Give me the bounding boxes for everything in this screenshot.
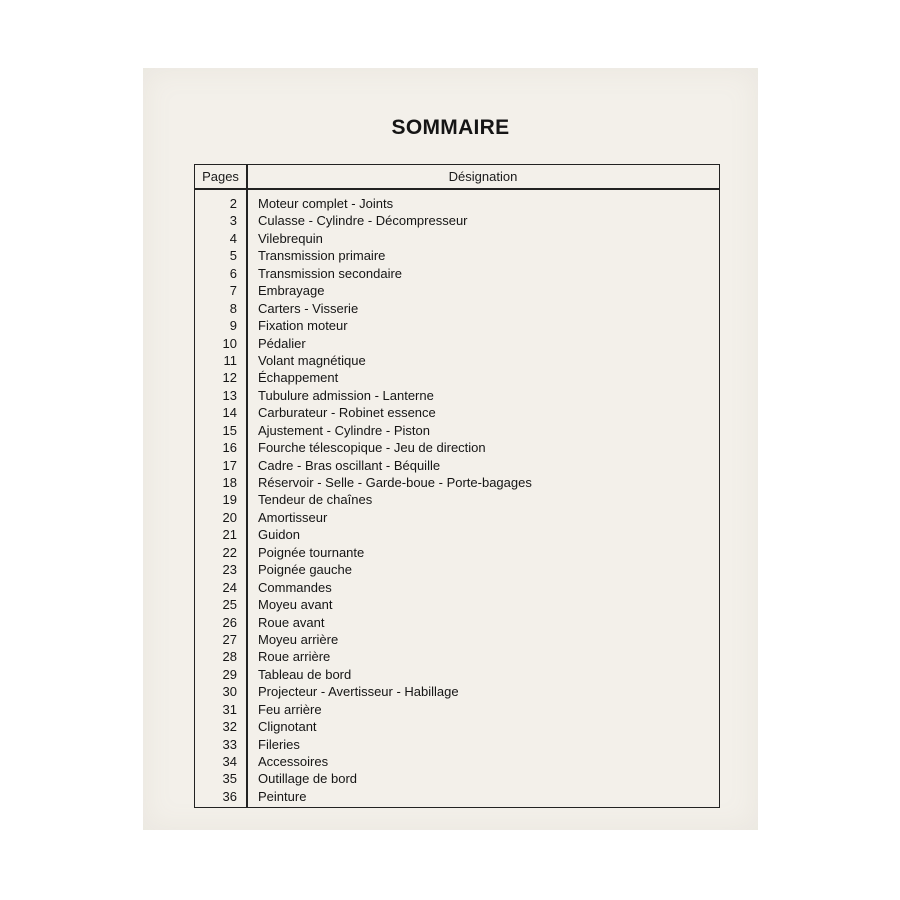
table-row [195,195,719,212]
table-row [195,369,719,386]
page-number: 29 [222,666,237,682]
designation: Transmission primaire [258,248,386,264]
table-row [195,212,719,229]
designation: Poignée gauche [258,562,352,578]
page-number: 13 [222,387,237,403]
page-number: 21 [222,527,237,543]
table-row [195,666,719,683]
designation: Vilebrequin [258,230,323,246]
page-number: 10 [222,335,237,351]
page-number: 4 [229,230,237,246]
designation: Ajustement - Cylindre - Piston [258,422,430,438]
table-row [195,614,719,631]
page-number: 25 [222,597,237,613]
designation: Guidon [258,527,300,543]
header-pages: Pages [202,169,239,184]
page-number: 31 [222,701,237,717]
designation: Fileries [258,736,300,752]
designation: Fourche télescopique - Jeu de direction [258,440,486,456]
table-row [195,736,719,753]
designation: Tableau de bord [258,666,352,682]
page-number: 19 [222,492,237,508]
header-designation: Désignation [448,169,518,184]
table-row [195,265,719,282]
table-body [195,195,719,805]
page-number: 6 [229,265,237,281]
page-number: 15 [222,422,237,438]
table-row [195,247,719,264]
designation: Volant magnétique [258,352,366,368]
table-row [195,457,719,474]
page-number: 5 [229,248,237,264]
page-number: 2 [229,196,237,211]
page-number: 26 [222,614,237,630]
table-row [195,561,719,578]
document-page [143,68,758,830]
page-number: 30 [222,684,237,700]
page-number: 33 [222,736,237,752]
page-number: 34 [222,754,237,769]
table-row [195,753,719,770]
page-number: 9 [229,318,237,334]
page-number: 20 [222,509,237,525]
page-number: 36 [222,788,237,804]
designation: Roue avant [258,614,325,630]
table-row [195,509,719,526]
designation: Tendeur de chaînes [258,492,373,508]
table-row [195,300,719,317]
table-row [195,352,719,369]
designation: Fixation moteur [258,318,348,334]
designation: Poignée tournante [258,544,365,560]
table-row [195,404,719,421]
page-number: 23 [222,562,237,578]
table-row [195,491,719,508]
table-row [195,422,719,439]
page-number: 12 [222,370,237,386]
table-row [195,788,719,805]
page-number: 11 [223,352,237,368]
designation: Pédalier [258,335,306,351]
designation: Feu arrière [258,701,322,717]
table-row [195,439,719,456]
page-number: 16 [222,440,237,456]
page-number: 28 [222,649,237,665]
designation: Transmission secondaire [258,265,403,281]
table-row [195,718,719,735]
table-row [195,474,719,491]
designation: Réservoir - Selle - Garde-boue - Porte-bagages [258,475,532,490]
designation: Cadre - Bras oscillant - Béquille [258,457,441,473]
table-row [195,526,719,543]
contents-table [194,164,720,808]
designation: Peinture [258,788,307,804]
designation: Carters - Visserie [258,300,359,316]
designation: Tubulure admission - Lanterne [258,387,434,403]
page-number: 27 [222,631,237,647]
table-row [195,335,719,352]
designation: Accessoires [258,754,329,769]
table-row [195,701,719,718]
page-number: 32 [222,719,237,735]
table-row [195,770,719,787]
table-row [195,317,719,334]
designation: Carburateur - Robinet essence [258,405,436,421]
page-number: 7 [229,283,237,299]
page-number: 22 [222,544,237,560]
page-number: 24 [222,579,237,595]
page-number: 3 [229,213,237,229]
table-row [195,648,719,665]
page-number: 14 [222,405,237,421]
page-title: SOMMAIRE [391,116,510,139]
table-row [195,579,719,596]
designation: Culasse - Cylindre - Décompresseur [258,213,468,229]
page-number: 17 [222,457,237,473]
designation: Moyeu arrière [258,631,339,647]
header-divider [195,188,719,190]
page-number: 18 [222,475,237,490]
designation: Moyeu avant [258,597,333,613]
page-number: 8 [229,300,237,316]
table-row [195,230,719,247]
designation: Roue arrière [258,649,331,665]
table-row [195,387,719,404]
table-row [195,631,719,648]
table-row [195,596,719,613]
designation: Projecteur - Avertisseur - Habillage [258,684,459,700]
designation: Moteur complet - Joints [258,196,394,211]
designation: Commandes [258,579,332,595]
designation: Échappement [258,370,339,386]
designation: Outillage de bord [258,771,358,787]
table-row [195,683,719,700]
designation: Clignotant [258,719,317,735]
table-row [195,544,719,561]
page-number: 35 [222,771,237,787]
designation: Amortisseur [258,509,328,525]
designation: Embrayage [258,283,325,299]
table-row [195,282,719,299]
